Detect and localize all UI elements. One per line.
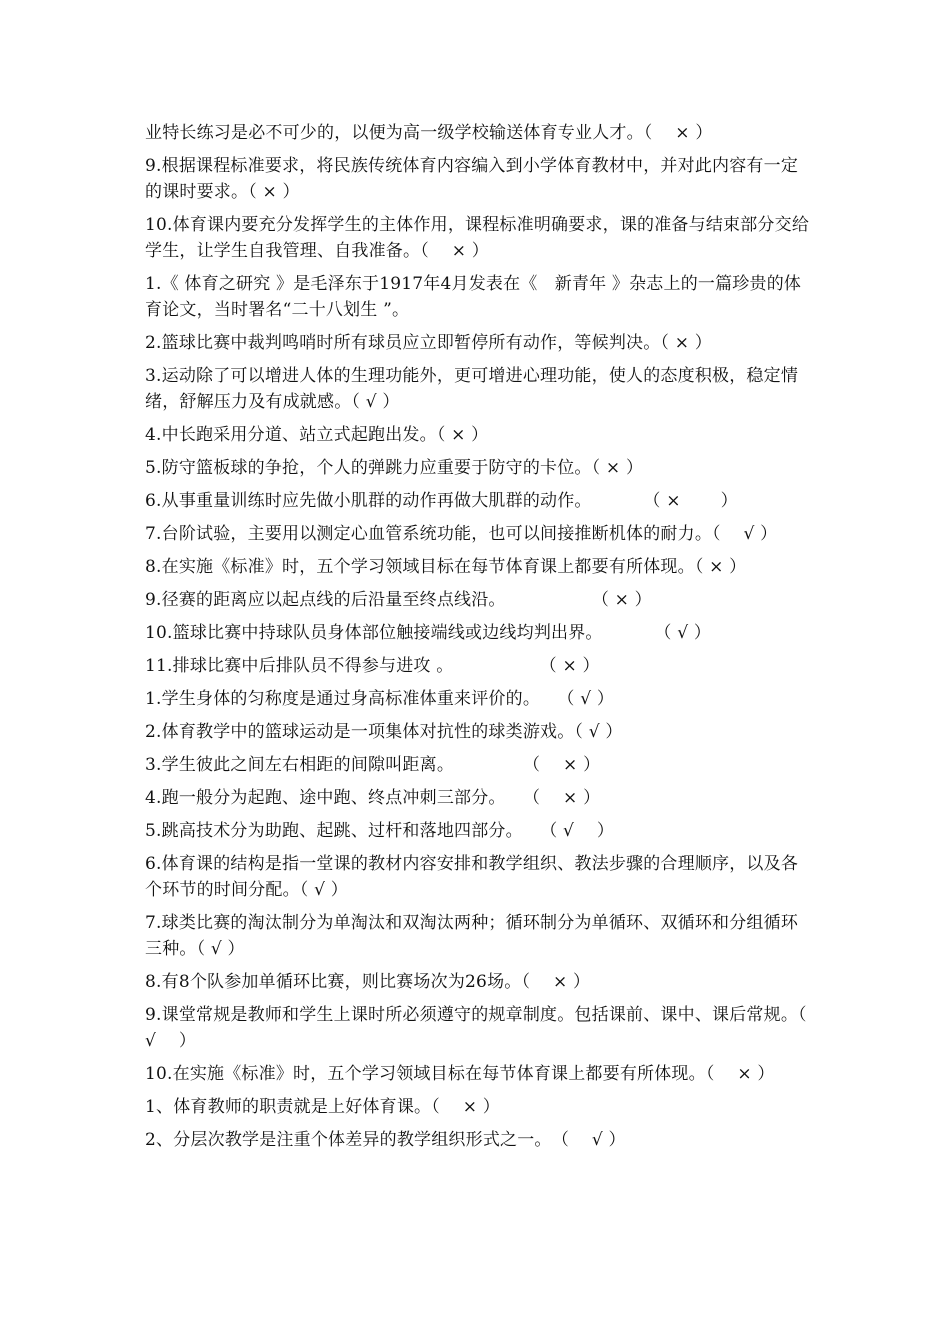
text-line: 6.从事重量训练时应先做小肌群的动作再做大肌群的动作。 （ × ） (145, 491, 738, 511)
text-line: 9.根据课程标准要求，将民族传统体育内容编入到小学体育教材中，并对此内容有一定的课时要求。（ × ） (145, 156, 799, 202)
text-line: 11.排球比赛中后排队员不得参与进攻 。 （ × ） (145, 656, 600, 676)
text-line: 3.学生彼此之间左右相距的间隙叫距离。 （ × ） (145, 755, 601, 775)
text-line: 4.跑一般分为起跑、途中跑、终点冲刺三部分。 （ × ） (145, 788, 601, 808)
text-line: 6.体育课的结构是指一堂课的教材内容安排和教学组织、教法步骤的合理顺序，以及各个环节的时间分配。（ √ ） (145, 854, 799, 900)
text-line: 10.体育课内要充分发挥学生的主体作用，课程标准明确要求，课的准备与结束部分交给学生，让学生自我管理、自我准备。（ × ） (145, 215, 810, 261)
text-line: 业特长练习是必不可少的，以便为高一级学校输送体育专业人才。（ × ） (145, 123, 713, 143)
document-body (145, 120, 813, 1160)
text-line: 1.《 体育之研究 》是毛泽东于1917年4月发表在《 新青年 》杂志上的一篇珍贵的体育论文，当时署名“二十八划生 ”。 (145, 274, 802, 320)
text-line: 10.篮球比赛中持球队员身体部位触接端线或边线均判出界。 （ √ ） (145, 623, 712, 643)
text-line: 8.在实施《标准》时，五个学习领域目标在每节体育课上都要有所体现。（ × ） (145, 557, 747, 577)
text-line: 4.中长跑采用分道、站立式起跑出发。（ × ） (145, 425, 489, 445)
text-line: 7.球类比赛的淘汰制分为单淘汰和双淘汰两种；循环制分为单循环、双循环和分组循环三种。（ √ ） (145, 913, 799, 959)
text-line: 2.体育教学中的篮球运动是一项集体对抗性的球类游戏。（ √ ） (145, 722, 623, 742)
text-line: 7.台阶试验，主要用以测定心血管系统功能，也可以间接推断机体的耐力。（ √ ） (145, 524, 778, 544)
text-line: 5.跳高技术分为助跑、起跳、过杆和落地四部分。 （ √ ） (145, 821, 615, 841)
text-line: 3.运动除了可以增进人体的生理功能外，更可增进心理功能，使人的态度积极，稳定情绪，舒解压力及有成就感。（ √ ） (145, 366, 799, 412)
text-line: 1.学生身体的匀称度是通过身高标准体重来评价的。 （ √ ） (145, 689, 615, 709)
text-line: 8.有8个队参加单循环比赛，则比赛场次为26场。（ × ） (145, 972, 591, 992)
text-line: 2.篮球比赛中裁判鸣哨时所有球员应立即暂停所有动作，等候判决。（ × ） (145, 333, 712, 353)
text-line: 1、体育教师的职责就是上好体育课。（ × ） (145, 1097, 500, 1117)
text-line: 9.课堂常规是教师和学生上课时所必须遵守的规章制度。包括课前、课中、课后常规。（ √ ） (145, 1005, 813, 1051)
text-line: 2、分层次教学是注重个体差异的教学组织形式之一。 （ √ ） (145, 1130, 626, 1150)
text-line: 9.径赛的距离应以起点线的后沿量至终点线沿。 （ × ） (145, 590, 652, 610)
text-line: 10.在实施《标准》时，五个学习领域目标在每节体育课上都要有所体现。（ × ） (145, 1064, 775, 1084)
text-line: 5.防守篮板球的争抢，个人的弹跳力应重要于防守的卡位。（ × ） (145, 458, 644, 478)
